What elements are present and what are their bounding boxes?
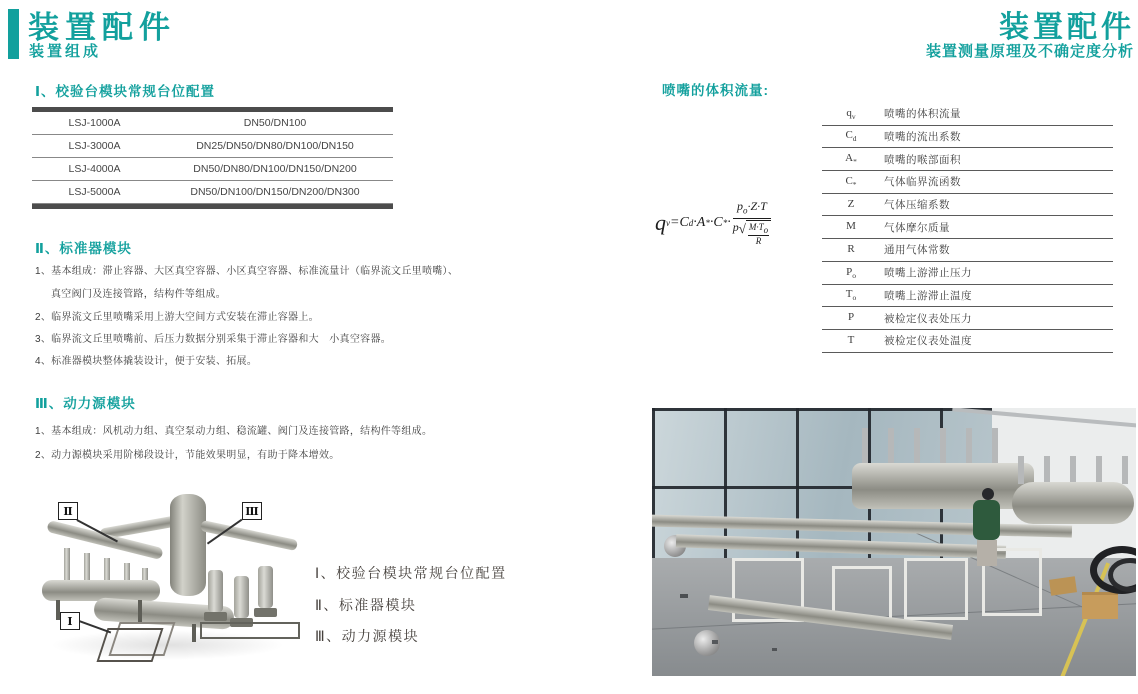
symbol [822, 243, 880, 257]
vessel-leg [192, 624, 196, 642]
sizes-cell: DN50/DN80/DN100/DN150/DN200 [193, 163, 357, 175]
symbol [822, 266, 880, 280]
model-cell: LSJ-1000A [68, 117, 121, 129]
inner-mt-sub: o [763, 224, 769, 235]
inner-mt: M·T [748, 221, 764, 232]
installation-photo [652, 408, 1136, 676]
symbol-sub: o [852, 293, 857, 303]
pump-base [254, 608, 277, 617]
section3-heading: Ⅲ、动力源模块 [35, 396, 136, 411]
inner-fraction [748, 222, 769, 246]
symbol-row [822, 171, 1113, 194]
section2-item: 真空阀门及连接管路，结构件等组成。 [51, 289, 227, 300]
symbol-row [822, 216, 1113, 239]
section3-item: 2、动力源模块采用阶梯段设计，节能效果明显，有助于降本增效。 [35, 450, 340, 461]
symbol-desc: 通用气体常数 [884, 244, 950, 257]
formula-equals: = [670, 214, 680, 230]
symbol-desc: 喷嘴上游滞止温度 [884, 289, 972, 302]
symbol-desc: 喷嘴的喉部面积 [884, 153, 961, 166]
photo-right-vessel [1012, 482, 1134, 524]
symbol-sub: * [853, 157, 857, 167]
photo-worker-head [982, 488, 994, 500]
sizes-cell: DN50/DN100 [243, 117, 307, 129]
cart-frame [96, 628, 163, 662]
skid-frame [200, 622, 300, 639]
photo-manifold [852, 463, 1034, 509]
formula-a: A [696, 214, 706, 230]
symbol-sub: o [852, 270, 856, 280]
symbol-main: R [847, 242, 855, 255]
symbol-desc: 喷嘴的流出系数 [884, 131, 961, 144]
symbol-desc: 被检定仪表处压力 [884, 312, 972, 325]
fraction-numerator [733, 199, 771, 219]
sizes-cell: DN25/DN50/DN80/DN100/DN150 [196, 140, 354, 152]
table-bottom-rule [32, 204, 393, 209]
formula-dot: · [693, 214, 697, 230]
symbol-main: T [845, 288, 853, 301]
table-row [32, 158, 393, 181]
pump-tower [208, 570, 223, 612]
symbol [822, 198, 880, 212]
photo-debris [772, 648, 777, 651]
formula-fraction [733, 199, 771, 246]
num-rest: ·Z·T [747, 199, 767, 213]
photo-vessel-stubs [1018, 456, 1128, 484]
formula-dot: · [709, 214, 714, 230]
pump-tower [234, 576, 249, 618]
section2-item: 3、临界流文丘里喷嘴前、后压力数据分别采集于滞止容器和大 小真空容器。 [35, 334, 392, 345]
legend-item-3: Ⅲ、动力源模块 [315, 628, 420, 644]
section1-heading: Ⅰ、校验台模块常规台位配置 [35, 84, 216, 99]
symbol-row [822, 103, 1113, 126]
symbol-row [822, 330, 1113, 353]
fraction-denominator [733, 219, 771, 246]
model-cell: LSJ-3000A [68, 140, 121, 152]
left-accent-bar [8, 9, 19, 59]
vessel-leg [138, 600, 142, 622]
legend-item-2: Ⅱ、标准器模块 [315, 597, 417, 613]
symbol-row [822, 307, 1113, 330]
symbol-row [822, 148, 1113, 171]
symbol-row [822, 239, 1113, 262]
left-page-subtitle: 装置组成 [29, 43, 102, 60]
right-page-title: 装置配件 [999, 11, 1135, 44]
symbol [822, 129, 880, 143]
sqrt-radical: √ [738, 220, 746, 236]
symbol [822, 334, 880, 348]
symbol-definition-table [822, 103, 1113, 353]
num-p: p [736, 199, 743, 213]
symbol-row [822, 194, 1113, 217]
symbol-desc: 气体摩尔质量 [884, 221, 950, 234]
inner-denominator: R [755, 235, 762, 246]
formula-dot: · [727, 214, 731, 230]
pump-tower [258, 566, 273, 608]
right-page-subtitle: 装置测量原理及不确定度分析 [925, 43, 1134, 60]
formula-cstar: C [713, 214, 723, 230]
inner-numerator [748, 222, 769, 236]
symbol [822, 311, 880, 325]
symbol-main: A [845, 152, 854, 165]
right-header-pipe [200, 520, 298, 551]
symbol-sub: * [852, 180, 857, 189]
symbol-row [822, 262, 1113, 285]
section2-item: 2、临界流文丘里喷嘴采用上游大空间方式安装在滞止容器上。 [35, 312, 319, 323]
formula-q: q [655, 209, 666, 235]
symbol [822, 107, 880, 121]
symbol-desc: 气体临界流函数 [884, 176, 961, 189]
formula-cstar-sub: * [722, 217, 728, 228]
model-cell: LSJ-4000A [68, 163, 121, 175]
callout-2: Ⅱ [58, 502, 78, 520]
section2-item: 1、基本组成：滞止容器、大区真空容器、小区真空容器、标准流量计（临界流文丘里喷嘴）、 [35, 266, 459, 277]
formula-a-sub: * [705, 217, 710, 228]
formula-cd: C [679, 214, 689, 230]
formula-heading: 喷嘴的体积流量: [662, 83, 769, 98]
module-diagram [42, 478, 308, 668]
photo-debris [712, 640, 718, 644]
symbol-row [822, 285, 1113, 308]
symbol-desc: 被检定仪表处温度 [884, 335, 972, 348]
symbol-desc: 喷嘴的体积流量 [884, 108, 961, 121]
sizes-cell: DN50/DN100/DN150/DN200/DN300 [190, 186, 360, 198]
symbol-sub: d [852, 134, 857, 144]
left-page-title: 装置配件 [28, 10, 176, 45]
table-row [32, 112, 393, 135]
section2-item: 4、标准器模块整体撬装设计，便于安装、拓展。 [35, 356, 258, 367]
symbol [822, 152, 880, 166]
vertical-tank [170, 494, 206, 596]
den-p: p [732, 219, 739, 234]
station-config-table [32, 107, 393, 209]
photo-worker-jacket [973, 500, 1000, 540]
table-row [32, 181, 393, 204]
symbol-main: M [846, 220, 856, 233]
num-p-sub: o [742, 205, 748, 216]
photo-manifold-stubs [862, 428, 1012, 466]
symbol-main: q [846, 106, 852, 119]
symbol-main: C [845, 129, 853, 142]
photo-cardboard-box [1082, 592, 1118, 619]
callout-1: Ⅰ [60, 612, 80, 630]
symbol-main: T [847, 333, 855, 346]
formula-q-sub: v [666, 217, 670, 228]
photo-debris [680, 594, 688, 598]
symbol-desc: 喷嘴上游滞止压力 [884, 267, 972, 280]
symbol [822, 288, 880, 302]
symbol-desc: 气体压缩系数 [884, 199, 950, 212]
symbol [822, 175, 880, 189]
symbol-main: Z [847, 197, 855, 210]
symbol-main: C [845, 174, 853, 187]
table-row [32, 135, 393, 158]
photo-support-frame [904, 558, 968, 620]
valve-stem [64, 548, 70, 584]
symbol-row [822, 126, 1113, 149]
volume-flow-formula [655, 199, 771, 246]
pump-base [204, 612, 227, 621]
section2-heading: Ⅱ、标准器模块 [35, 241, 132, 256]
symbol-sub: v [851, 111, 856, 121]
symbol [822, 220, 880, 234]
symbol-main: P [847, 310, 855, 323]
formula-cd-sub: d [688, 217, 694, 228]
section3-item: 1、基本组成：风机动力组、真空泵动力组、稳流罐、阀门及连接管路，结构件等组成。 [35, 426, 433, 437]
sqrt-body [746, 220, 771, 246]
legend-item-1: Ⅰ、校验台模块常规台位配置 [315, 565, 507, 581]
callout-3: Ⅲ [242, 502, 262, 520]
photo-worker-legs [977, 540, 997, 566]
model-cell: LSJ-5000A [68, 186, 121, 198]
symbol-main: P [846, 265, 853, 278]
